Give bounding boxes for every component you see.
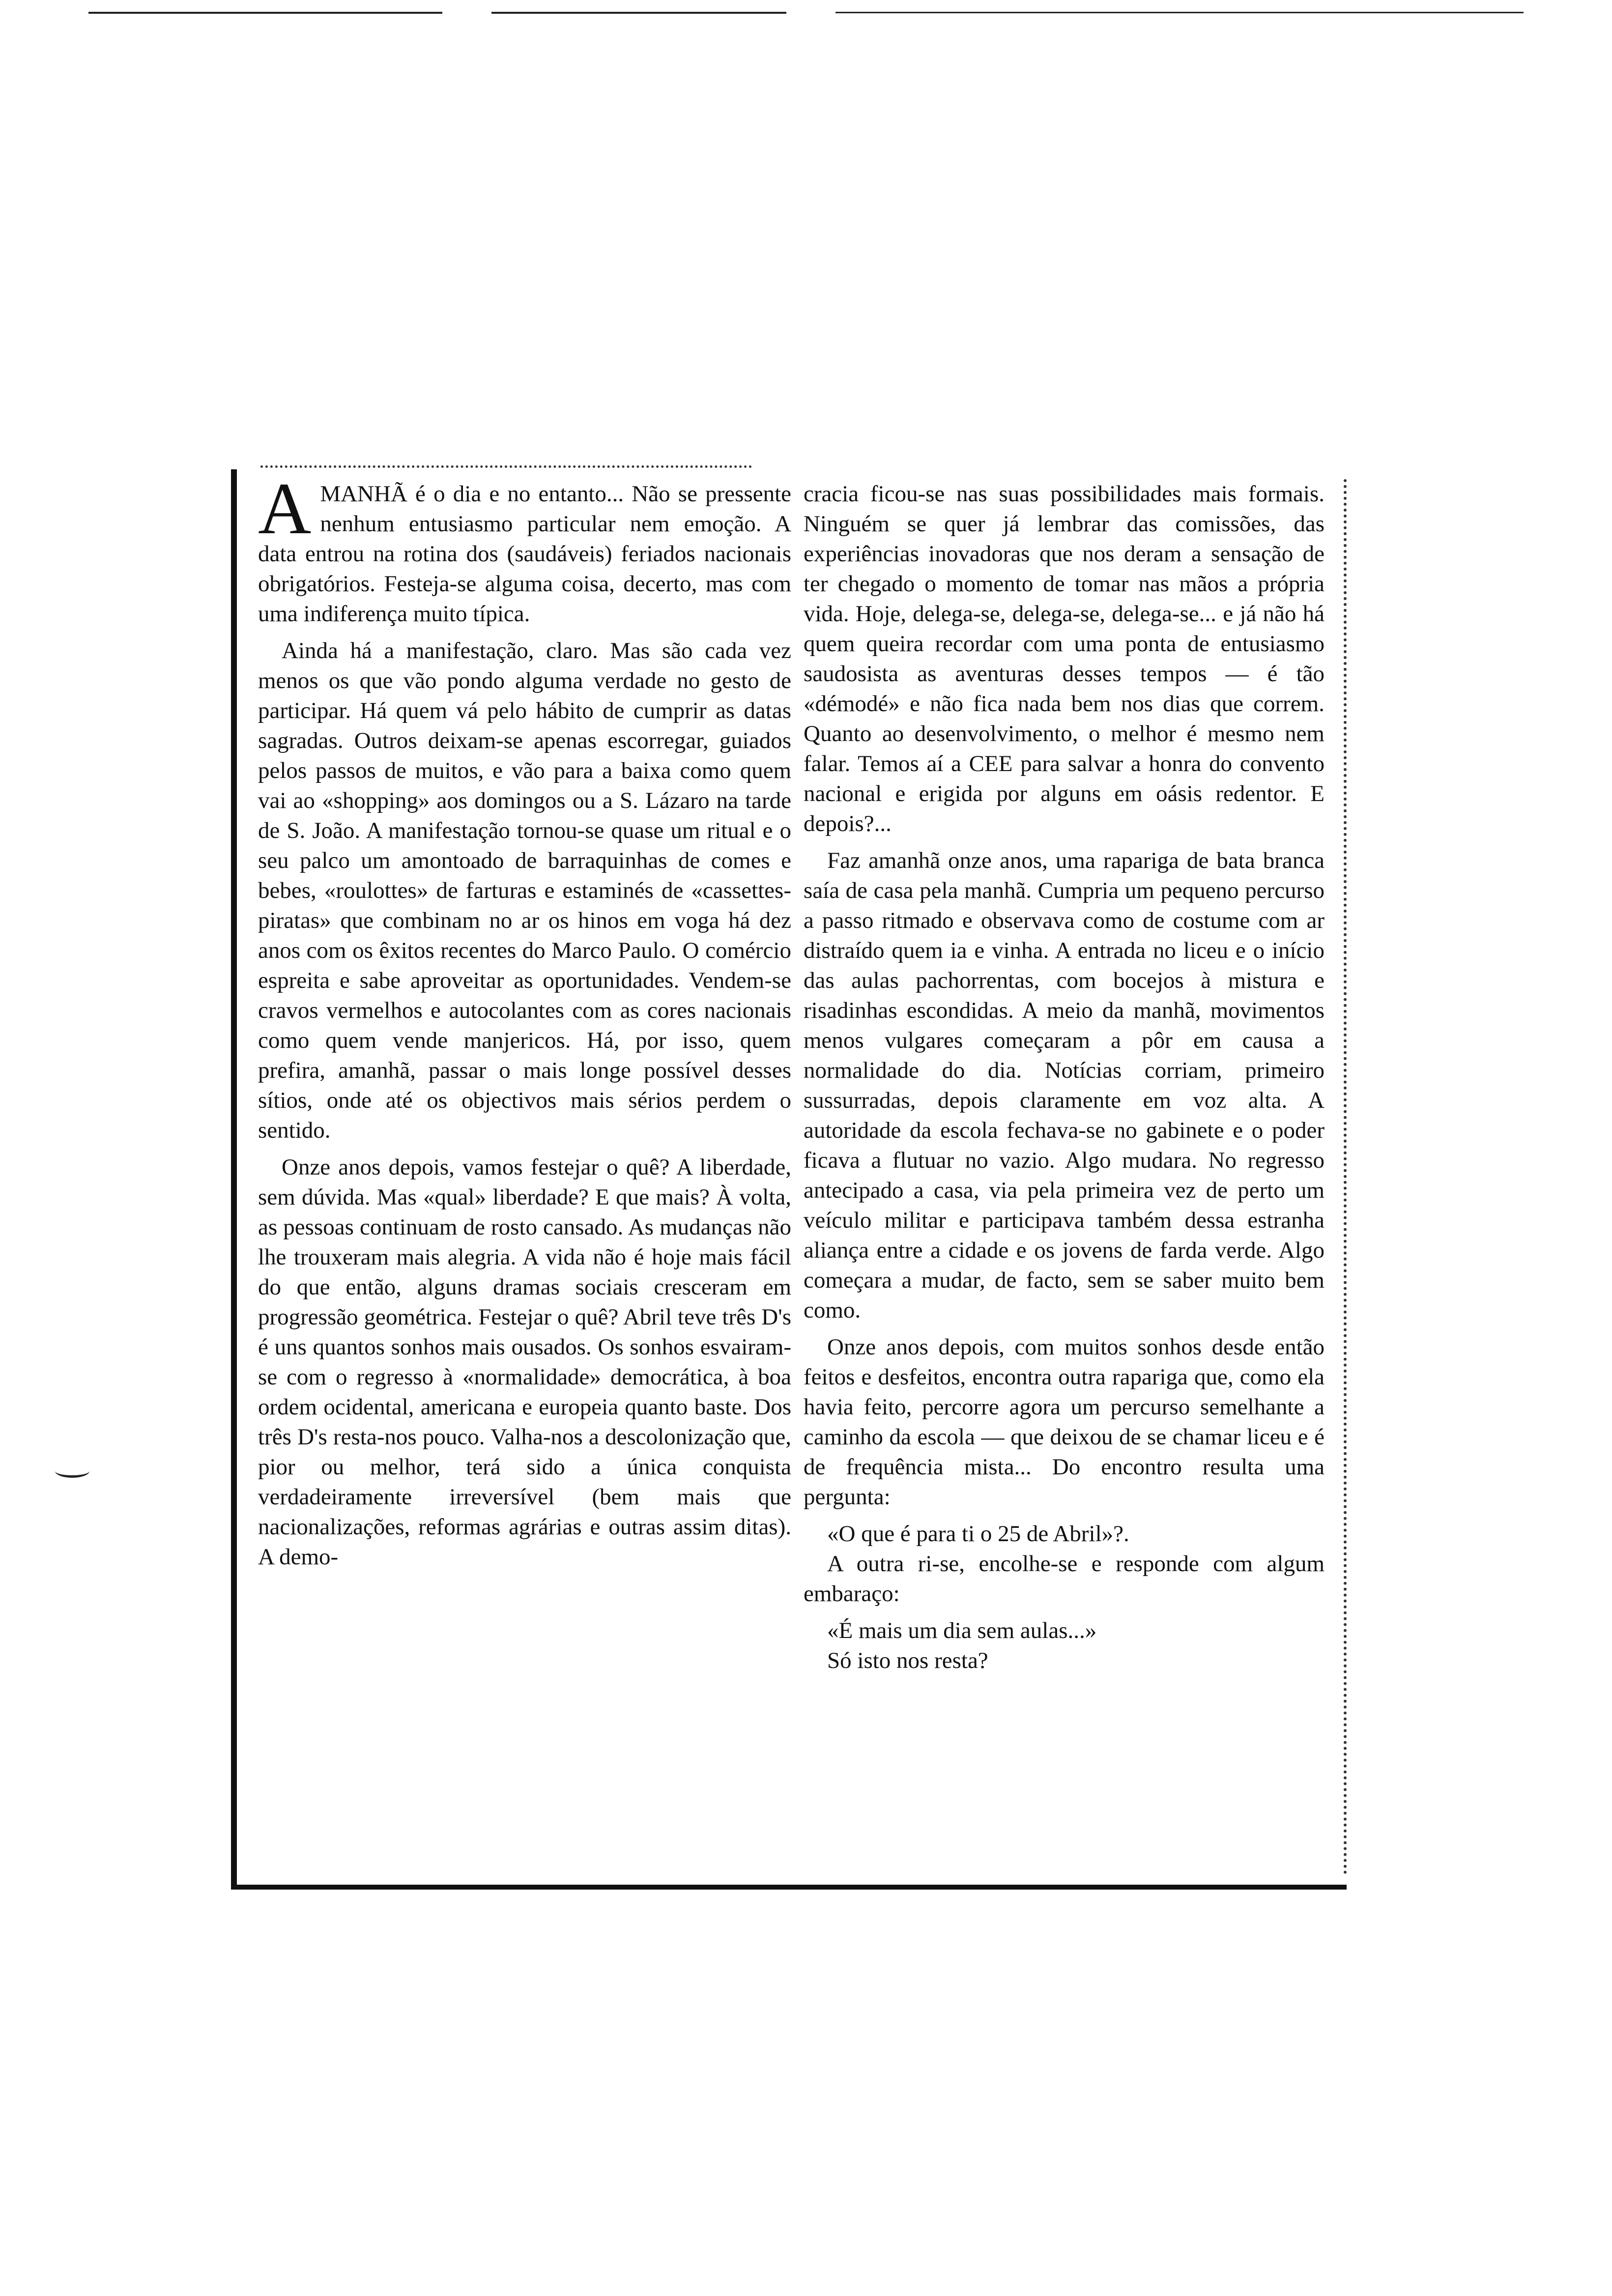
newspaper-article (231, 469, 1347, 1890)
paragraph-text: MANHÃ é o dia e no entanto... Não se pressente nenhum entusiasmo particular nem emoção. A data entrou na rotina dos (saudáveis) feriados nacionais obrigatórios. Festeja-se alguma coisa, decerto, mas com uma indiferença muito típica. (258, 481, 791, 627)
article-left-column (258, 479, 791, 1870)
article-paragraph: A outra ri-se, encolhe-se e responde com algum embaraço: (804, 1551, 1324, 1607)
scan-top-rule (88, 12, 442, 14)
drop-cap: A (258, 479, 312, 549)
article-frame-top (260, 465, 752, 468)
article-paragraph: Onze anos depois, vamos festejar o quê? A liberdade, sem dúvida. Mas «qual» liberdade? E que mais? À volta, as pessoas continuam de rosto cansado. As mudanças não lhe trouxeram mais alegria. A vida não é hoje mais fácil do que então, alguns dramas sociais cresceram em progressão geométrica. Festejar o quê? Abril teve três D's é uns quantos sonhos mais ousados. Os sonhos esvairam-se com o regresso à «normalidade» democrática, à boa ordem ocidental, americana e europeia quanto baste. Dos três D's resta-nos pouco. Valha-nos a descolonização que, pior ou melhor, terá sido a única conquista verdadeiramente irreversível (bem mais que nacionalizações, reformas agrárias e outras assim ditas). A demo- (258, 1154, 791, 1570)
article-paragraph: Faz amanhã onze anos, uma rapariga de bata branca saía de casa pela manhã. Cumpria um pequeno percurso a passo ritmado e observava como de costume com ar distraído quem ia e vinha. A entrada no liceu e o início das aulas pachorrentas, com bocejos à mistura e risadinhas escondidas. A meio da manhã, movimentos menos vulgares começaram a pôr em causa a normalidade do dia. Notícias corriam, primeiro sussurradas, depois claramente em voz alta. A autoridade da escola fechava-se no gabinete e o poder ficava a flutuar no vazio. Algo mudara. No regresso antecipado a casa, via pela primeira vez de perto um veículo militar e participava também dessa estranha aliança entre a cidade e os jovens de farda verde. Algo começara a mudar, de facto, sem se saber muito bem como. (804, 848, 1324, 1323)
article-right-column (804, 479, 1324, 1870)
article-paragraph: cracia ficou-se nas suas possibilidades mais formais. Ninguém se quer já lembrar das comissões, das experiências inovadoras que nos deram a sensação de ter chegado o momento de tomar nas mãos a própria vida. Hoje, delega-se, delega-se, delega-se... e já não há quem queira recordar com uma ponta de entusiasmo saudosista as aventuras desses tempos — é tão «démodé» e não fica nada bem nos dias que correm. Quanto ao desenvolvimento, o melhor é mesmo nem falar. Temos aí a CEE para salvar a honra do convento nacional e erigida por alguns em oásis redentor. E depois?... (804, 481, 1324, 836)
scan-top-rule (835, 12, 1524, 13)
article-paragraph (258, 479, 791, 629)
article-frame-right (1344, 479, 1347, 1875)
article-paragraph: «É mais um dia sem aulas...» (827, 1618, 1097, 1643)
article-paragraph: Só isto nos resta? (827, 1648, 988, 1673)
scan-top-rule (491, 12, 786, 14)
article-frame-left (231, 469, 237, 1890)
article-paragraph: Ainda há a manifestação, claro. Mas são cada vez menos os que vão pondo alguma verdade no gesto de participar. Há quem vá pelo hábito de cumprir as datas sagradas. Outros deixam-se apenas escorregar, guiados pelos passos de muitos, e vão para a baixa como quem vai ao «shopping» aos domingos ou a S. Lázaro na tarde de S. João. A manifestação tornou-se quase um ritual e o seu palco um amontoado de barraquinhas de comes e bebes, «roulottes» de farturas e estaminés de «cassettes-piratas» que combinam no ar os hinos em voga há dez anos com os êxitos recentes do Marco Paulo. O comércio espreita e sabe aproveitar as oportunidades. Vendem-se cravos vermelhos e autocolantes com as cores nacionais como quem vende manjericos. Há, por isso, quem prefira, amanhã, passar o mais longe possível desses sítios, onde até os objectivos mais sérios perdem o sentido. (258, 638, 791, 1143)
scan-margin-mark (55, 1464, 89, 1478)
article-frame-bottom (231, 1885, 1347, 1890)
article-paragraph: Onze anos depois, com muitos sonhos desde então feitos e desfeitos, encontra outra rapariga que, como ela havia feito, percorre agora um percurso semelhante a caminho da escola — que deixou de se chamar liceu e é de frequência mista... Do encontro resulta uma pergunta: (804, 1334, 1324, 1510)
article-paragraph: «O que é para ti o 25 de Abril»?. (827, 1521, 1129, 1547)
